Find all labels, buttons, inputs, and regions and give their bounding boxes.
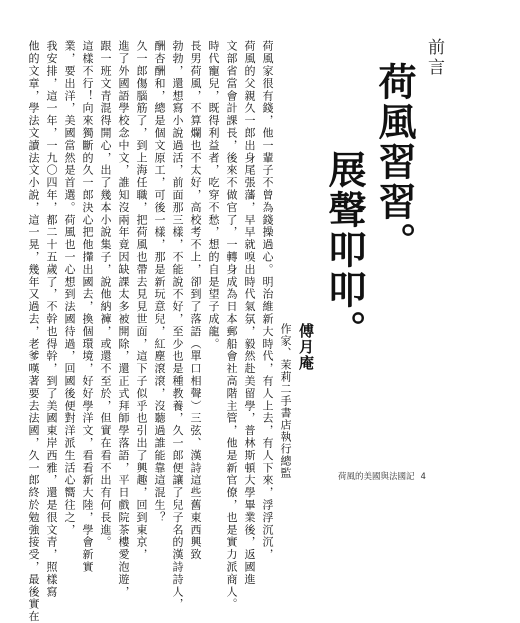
footer-book-title: 荷風的美國與法國記 <box>338 472 415 482</box>
body-line: 荷風的父親久一郎出身尾張藩，早早就嗅出時代氣氛，毅然赴美留學，普林斯頓大學畢業後，返國進 <box>243 40 256 586</box>
body-line: 他的文章，學法文讀法文小說，這一晃，幾年又過去，老爹嘆著要去法國，久一郎終於勉強接受，最後實在 <box>27 40 40 623</box>
body-line: 勃勃，還想寫小說過活，前面那三樣，不能說不好，至少也是種教養，久一郎便讓了兒子名的漢詩詩人， <box>171 40 184 611</box>
page-number: 4 <box>420 472 426 482</box>
body-line: 業，要出洋，美國當然是首選。荷風也一心想到法國待過，回國後便對洋派生活心嚮往之， <box>63 40 76 536</box>
body-line: 文部省當會計課長，後來不做官了，一轉身成為日本郵船會社高階主管，他是新官僚，也是實力派商人。 <box>225 40 238 611</box>
author-name: 傅月庵 <box>297 323 315 371</box>
body-line: 酬杏酬和，總是個文原工，可後一樣，那是新玩意兒，紅塵滾滾，沒聽過誰能靠這混生？ <box>153 40 166 524</box>
title-line-1: 荷風習習。 <box>372 62 417 262</box>
body-line: 時代寵兒，既得利益者，吃穿不愁，想的自是望子成龍。 <box>207 40 220 350</box>
body-line: 久一郎傷腦筋了，到上海任職，把荷風也帶去見見世面，這下子似乎也引出了興趣，回到東京， <box>135 40 148 561</box>
author-description: 作家、茉莉二手書店執行總監 <box>279 323 292 479</box>
section-label: 前言 <box>424 38 444 78</box>
title-line-2: 展聲叩叩。 <box>322 150 367 350</box>
body-line: 進了外國語學校念中文，誰知沒兩年竟因缺課太多被開除，還正式拜師學落語，平日戲院茶樓愛泡遊， <box>117 40 130 598</box>
body-line: 我安排，這一年，一九〇四年，都二十五歲了，不幹也得幹，到了美國東岸西雅，還是很文青，照樣寫 <box>45 40 58 598</box>
body-line: 荷風家很有錢，他一輩子不曾為錢操過心。明治維新大時代，有人上去，有人下來，浮浮沉沉， <box>261 40 274 561</box>
body-line: 這樣不行！向來獨斷的久一郎決心把他攆出國去，換個環境，好好學洋文，看看新大陸，學會新實 <box>81 40 94 574</box>
body-line: 跟一班文青混得開心，出了幾本小說集子，說他納褲，或還不至於，但實在看不出有何長進。 <box>99 40 112 549</box>
body-line: 長男荷風，不算爛也不太好，高校考不上，卻到了落語（單口相聲）三弦、漢詩這些舊東西興致 <box>189 40 202 561</box>
page-footer <box>338 470 426 482</box>
